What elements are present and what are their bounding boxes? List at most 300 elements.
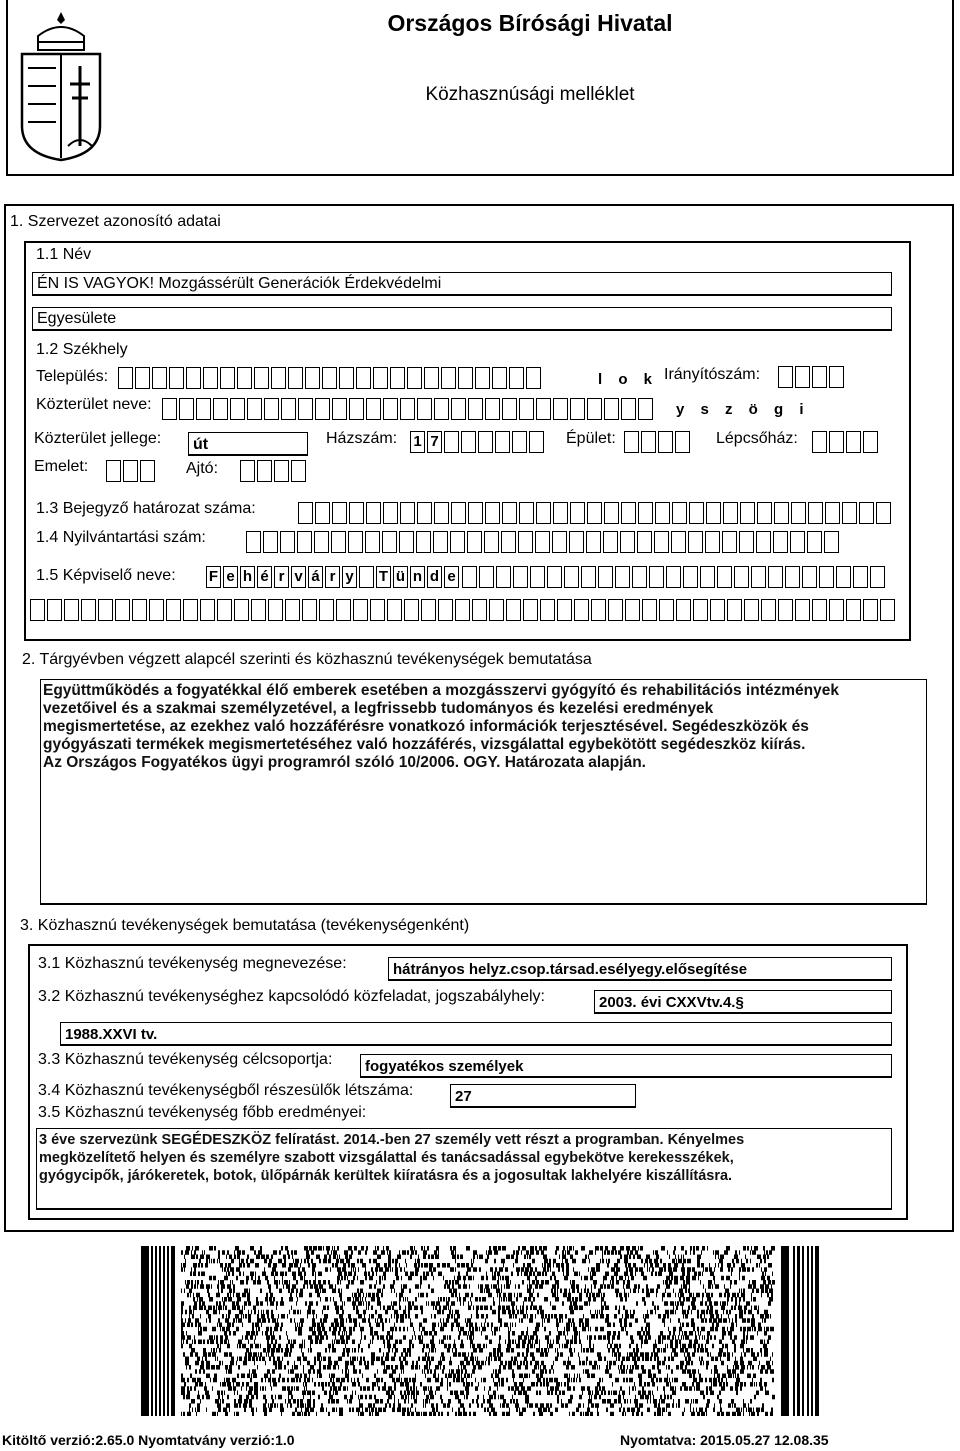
barcode-bar (549, 1344, 553, 1349)
barcode-bar (650, 1399, 651, 1404)
barcode-bar (431, 1357, 434, 1362)
barcode-bar (250, 1378, 252, 1383)
barcode-bar (365, 1276, 367, 1281)
barcode-bar (767, 1276, 770, 1281)
char-cell (547, 566, 562, 588)
barcode-bar (228, 1386, 232, 1391)
barcode-bar (266, 1255, 269, 1260)
barcode-bar (244, 1306, 245, 1311)
barcode-bar (419, 1323, 422, 1328)
barcode-bar (576, 1408, 579, 1413)
barcode-bar (304, 1280, 308, 1285)
barcode-bar (424, 1365, 428, 1370)
barcode-bar (533, 1297, 535, 1302)
barcode-bar (732, 1293, 736, 1298)
char-cell (658, 431, 673, 453)
barcode-bar (187, 1293, 189, 1298)
barcode-bar (658, 1340, 661, 1345)
barcode-bar (665, 1344, 666, 1349)
barcode-bar (451, 1293, 454, 1298)
barcode-bar (447, 1386, 448, 1391)
barcode-bar (407, 1408, 409, 1413)
barcode-bar (197, 1408, 200, 1413)
barcode-bar (346, 1335, 350, 1340)
barcode-bar (265, 1386, 266, 1391)
barcode-bar (619, 1344, 621, 1349)
barcode-bar (359, 1403, 363, 1408)
barcode-bar (278, 1361, 282, 1366)
barcode-bar (287, 1386, 290, 1391)
barcode-bar (377, 1335, 379, 1340)
barcode-bar (370, 1327, 373, 1332)
house-number-cells[interactable] (410, 431, 546, 453)
barcode-bar (382, 1386, 386, 1391)
barcode-bar (559, 1255, 560, 1260)
char-cell (569, 531, 584, 553)
barcode-bar (572, 1335, 573, 1340)
barcode-bar (239, 1272, 241, 1277)
barcode-bar (550, 1267, 551, 1272)
barcode-bar (516, 1267, 520, 1272)
barcode-bar (310, 1365, 314, 1370)
registration-number-cells[interactable] (298, 502, 893, 524)
char-cell (829, 366, 844, 388)
barcode-bar (815, 1246, 819, 1416)
barcode-bar (396, 1314, 399, 1319)
barcode-bar (493, 1246, 497, 1251)
barcode-bar (329, 1348, 330, 1353)
char-cell (604, 398, 619, 420)
beneficiaries-field[interactable]: 27 (450, 1084, 636, 1108)
barcode-bar (566, 1365, 569, 1370)
barcode-bar (240, 1280, 244, 1285)
barcode-bar (530, 1267, 533, 1272)
barcode-bar (710, 1391, 714, 1396)
barcode-bar (603, 1276, 607, 1281)
char-cell (518, 531, 533, 553)
barcode-bar (448, 1399, 451, 1404)
barcode-bar (618, 1399, 621, 1404)
barcode-bar (360, 1395, 363, 1400)
char-cell (319, 599, 334, 621)
barcode-bar (453, 1289, 457, 1294)
barcode-bar (430, 1340, 434, 1345)
barcode-bar (368, 1306, 369, 1311)
barcode-bar (405, 1272, 408, 1277)
barcode-bar (324, 1391, 327, 1396)
barcode-bar (710, 1327, 714, 1332)
barcode-bar (333, 1378, 334, 1383)
barcode-bar (678, 1255, 679, 1260)
barcode-bar (751, 1352, 755, 1357)
barcode-bar (369, 1314, 370, 1319)
barcode-bar (331, 1374, 335, 1379)
barcode-bar (741, 1259, 742, 1264)
barcode-bar (772, 1361, 773, 1366)
barcode-bar (432, 1327, 435, 1332)
char-cell (812, 431, 827, 453)
barcode-bar (517, 1272, 519, 1277)
barcode-bar (500, 1323, 502, 1328)
barcode-bar (555, 1386, 559, 1391)
barcode-bar (616, 1357, 617, 1362)
street-cells[interactable] (162, 398, 655, 420)
barcode-bar (499, 1327, 500, 1332)
barcode-bar (559, 1391, 561, 1396)
barcode-bar (705, 1267, 708, 1272)
barcode-bar (557, 1395, 559, 1400)
barcode-bar (195, 1280, 196, 1285)
barcode-bar (618, 1310, 620, 1315)
barcode-bar (689, 1284, 690, 1289)
barcode-bar (770, 1314, 771, 1319)
barcode-bar (307, 1399, 311, 1404)
barcode-bar (617, 1348, 619, 1353)
barcode-bar (199, 1297, 203, 1302)
representative-extra-cells[interactable] (462, 566, 887, 588)
barcode-bar (614, 1272, 618, 1277)
barcode-bar (223, 1301, 225, 1306)
barcode-bar (418, 1293, 419, 1298)
barcode-bar (681, 1255, 682, 1260)
barcode-bar (387, 1306, 391, 1311)
barcode-bar (191, 1348, 195, 1353)
barcode-bar (407, 1348, 411, 1353)
barcode-bar (216, 1340, 218, 1345)
char-cell (179, 398, 194, 420)
barcode-bar (615, 1250, 617, 1255)
barcode-bar (210, 1340, 214, 1345)
barcode-bar (267, 1348, 270, 1353)
barcode-bar (296, 1280, 298, 1285)
barcode-bar (546, 1378, 548, 1383)
public-task-field-continued[interactable]: 1988.XXVI tv. (60, 1022, 892, 1046)
barcode-bar (284, 1352, 288, 1357)
barcode-bar (219, 1361, 221, 1366)
barcode-bar (525, 1267, 529, 1272)
barcode-bar (423, 1250, 427, 1255)
barcode-bar (547, 1318, 550, 1323)
barcode-bar (767, 1255, 769, 1260)
barcode-bar (377, 1297, 380, 1302)
char-cell (203, 367, 218, 389)
barcode-bar (299, 1323, 300, 1328)
barcode-bar (359, 1369, 361, 1374)
barcode-bar (286, 1284, 290, 1289)
barcode-bar (244, 1357, 247, 1362)
barcode-bar (645, 1259, 648, 1264)
barcode-bar (696, 1293, 700, 1298)
barcode-bar (811, 1246, 813, 1416)
representative-cells-row2[interactable] (30, 599, 897, 621)
barcode-bar (237, 1344, 238, 1349)
barcode-bar (208, 1293, 210, 1298)
barcode-bar (298, 1327, 302, 1332)
barcode-bar (405, 1314, 407, 1319)
barcode-bar (307, 1310, 311, 1315)
barcode-bar (582, 1361, 585, 1366)
barcode-bar (195, 1246, 199, 1251)
barcode-bar (739, 1297, 741, 1302)
barcode-bar (732, 1369, 736, 1374)
char-cell (689, 502, 704, 524)
barcode-bar (406, 1386, 409, 1391)
barcode-bar (300, 1374, 302, 1379)
barcode-bar (371, 1357, 375, 1362)
barcode-bar (503, 1365, 506, 1370)
barcode-bar (447, 1263, 450, 1268)
barcode-bar (686, 1276, 690, 1281)
barcode-bar (678, 1403, 680, 1408)
barcode-bar (393, 1280, 395, 1285)
barcode-bar (699, 1378, 703, 1383)
representative-cells[interactable] (206, 566, 461, 588)
street-type-field[interactable]: út (188, 432, 308, 456)
barcode-bar (715, 1250, 719, 1255)
barcode-bar (185, 1318, 186, 1323)
barcode-bar (588, 1391, 591, 1396)
barcode-bar (761, 1293, 762, 1298)
barcode-bar (567, 1386, 571, 1391)
barcode-bar (382, 1323, 384, 1328)
barcode-bar (395, 1348, 398, 1353)
barcode-bar (635, 1403, 638, 1408)
barcode-bar (311, 1250, 314, 1255)
barcode-bar (217, 1403, 221, 1408)
barcode-bar (334, 1318, 338, 1323)
barcode-bar (534, 1344, 535, 1349)
barcode-bar (353, 1306, 355, 1311)
barcode-bar (442, 1357, 445, 1362)
barcode-bar (675, 1310, 676, 1315)
barcode-bar (723, 1352, 726, 1357)
barcode-bar (481, 1403, 483, 1408)
barcode-bar (719, 1340, 722, 1345)
barcode-bar (696, 1408, 697, 1413)
barcode-bar (670, 1340, 673, 1345)
barcode-bar (752, 1267, 754, 1272)
barcode-bar (665, 1280, 668, 1285)
barcode-bar (328, 1382, 330, 1387)
barcode-bar (304, 1272, 306, 1277)
barcode-bar (654, 1403, 657, 1408)
name-field-line2[interactable]: Egyesülete (32, 307, 892, 331)
char-cell (220, 367, 235, 389)
barcode-bar (519, 1293, 522, 1298)
barcode-bar (374, 1331, 378, 1336)
barcode-bar (564, 1327, 565, 1332)
char-cell (407, 367, 422, 389)
barcode-bar (662, 1335, 666, 1340)
barcode-bar (541, 1348, 543, 1353)
target-group-field[interactable]: fogyatékos személyek (360, 1054, 892, 1078)
representative-label: 1.5 Képviselő neve: (36, 567, 176, 584)
barcode-bar (564, 1276, 568, 1281)
name-field-line1[interactable]: ÉN IS VAGYOK! Mozgássérült Generációk Érdekvédelmi (32, 272, 892, 296)
char-cell (274, 460, 289, 482)
barcode-bar (239, 1357, 242, 1362)
barcode-bar (423, 1386, 427, 1391)
char-cell (859, 502, 874, 524)
zip-cells[interactable] (778, 366, 846, 388)
barcode-bar (256, 1297, 258, 1302)
barcode-bar (452, 1310, 453, 1315)
barcode-bar (702, 1293, 704, 1298)
barcode-bar (281, 1314, 285, 1319)
barcode-bar (673, 1399, 674, 1404)
barcode-bar (487, 1255, 489, 1260)
barcode-bar (770, 1369, 774, 1374)
barcode-bar (525, 1399, 529, 1404)
barcode-bar (700, 1280, 701, 1285)
barcode-bar (401, 1276, 402, 1281)
barcode-bar (288, 1255, 290, 1260)
rep-letter-cell: v (291, 566, 306, 588)
barcode-bar (216, 1335, 218, 1340)
barcode-bar (751, 1293, 752, 1298)
barcode-bar (747, 1246, 749, 1251)
section2-activities-textarea[interactable] (40, 679, 927, 905)
barcode-bar (692, 1267, 695, 1272)
barcode-bar (347, 1352, 349, 1357)
barcode-bar (751, 1246, 752, 1251)
barcode-bar (697, 1412, 700, 1416)
barcode-bar (500, 1276, 501, 1281)
barcode-bar (512, 1374, 515, 1379)
barcode-bar (438, 1297, 439, 1302)
barcode-bar (625, 1297, 627, 1302)
barcode-bar (611, 1250, 614, 1255)
barcode-bar (607, 1263, 609, 1268)
results-textarea[interactable] (36, 1128, 892, 1210)
barcode-bar (548, 1408, 550, 1413)
barcode-bar (313, 1246, 317, 1251)
barcode-bar (642, 1386, 644, 1391)
barcode-bar (551, 1314, 553, 1319)
activity-name-field[interactable]: hátrányos helyz.csop.társad.esélyegy.elősegítése (388, 957, 892, 981)
barcode-bar (218, 1318, 220, 1323)
barcode-bar (478, 1382, 479, 1387)
barcode-bar (652, 1301, 654, 1306)
barcode-bar (537, 1272, 541, 1277)
barcode-bar (502, 1412, 505, 1416)
barcode-bar (646, 1323, 650, 1328)
barcode-bar (522, 1246, 526, 1251)
barcode-bar (275, 1272, 278, 1277)
barcode-bar (672, 1335, 674, 1340)
barcode-bar (556, 1335, 560, 1340)
barcode-bar (384, 1344, 385, 1349)
barcode-bar (666, 1403, 670, 1408)
barcode-bar (249, 1403, 252, 1408)
barcode-bar (466, 1246, 470, 1251)
barcode-bar (517, 1352, 520, 1357)
barcode-bar (654, 1412, 656, 1416)
barcode-bar (312, 1323, 316, 1328)
building-cells[interactable] (624, 431, 692, 453)
barcode-bar (228, 1314, 230, 1319)
barcode-bar (237, 1250, 241, 1255)
barcode-bar (589, 1361, 592, 1366)
barcode-bar (194, 1284, 196, 1289)
barcode-bar (208, 1314, 211, 1319)
door-cells[interactable] (240, 460, 308, 482)
barcode-bar (185, 1259, 186, 1264)
barcode-bar (751, 1306, 752, 1311)
barcode-bar (206, 1255, 210, 1260)
barcode-bar (421, 1412, 422, 1416)
barcode-bar (594, 1335, 596, 1340)
public-task-field[interactable]: 2003. évi CXXVtv.4.§ (594, 990, 892, 1014)
char-cell (710, 599, 725, 621)
barcode-bar (198, 1323, 201, 1328)
barcode-bar (222, 1314, 224, 1319)
barcode-bar (764, 1348, 768, 1353)
barcode-bar (317, 1293, 320, 1298)
barcode-bar (395, 1365, 398, 1370)
barcode-bar (183, 1395, 185, 1400)
barcode-bar (544, 1318, 545, 1323)
barcode-bar (642, 1357, 644, 1362)
barcode-bar (275, 1395, 276, 1400)
barcode-bar (630, 1314, 634, 1319)
floor-cells[interactable] (106, 460, 157, 482)
barcode-bar (323, 1306, 326, 1311)
barcode-bar (472, 1399, 474, 1404)
results-label: 3.5 Közhasznú tevékenység főbb eredményei: (38, 1104, 367, 1121)
stairway-cells[interactable] (812, 431, 880, 453)
registry-number-cells[interactable] (246, 531, 841, 553)
house-digit-cell (495, 431, 510, 453)
barcode-bar (319, 1365, 321, 1370)
barcode-bar (257, 1280, 261, 1285)
barcode-bar (344, 1301, 345, 1306)
barcode-bar (399, 1340, 402, 1345)
barcode-bar (410, 1255, 412, 1260)
settlement-cells[interactable] (118, 367, 543, 389)
barcode-bar (292, 1255, 293, 1260)
barcode-bar (269, 1357, 271, 1362)
barcode-bar (574, 1335, 577, 1340)
barcode-bar (735, 1365, 739, 1370)
barcode-bar (681, 1284, 682, 1289)
barcode-bar (512, 1310, 515, 1315)
barcode-bar (381, 1378, 383, 1383)
barcode-bar (256, 1301, 259, 1306)
barcode-bar (752, 1250, 756, 1255)
barcode-bar (310, 1395, 311, 1400)
barcode-bar (576, 1378, 577, 1383)
barcode-bar (691, 1323, 695, 1328)
barcode-bar (566, 1340, 569, 1345)
barcode-bar (693, 1374, 695, 1379)
barcode-bar (200, 1255, 204, 1260)
barcode-bar (328, 1412, 330, 1416)
barcode-bar (335, 1306, 339, 1311)
barcode-bar (603, 1280, 604, 1285)
barcode-bar (192, 1314, 194, 1319)
barcode-bar (398, 1403, 401, 1408)
barcode-bar (525, 1365, 528, 1370)
barcode-bar (698, 1276, 699, 1281)
barcode-bar (354, 1272, 356, 1277)
barcode-bar (518, 1284, 520, 1289)
barcode-bar (293, 1399, 296, 1404)
barcode-bar (685, 1399, 689, 1404)
barcode-bar (506, 1403, 509, 1408)
barcode-bar (588, 1297, 591, 1302)
barcode-bar (191, 1323, 193, 1328)
